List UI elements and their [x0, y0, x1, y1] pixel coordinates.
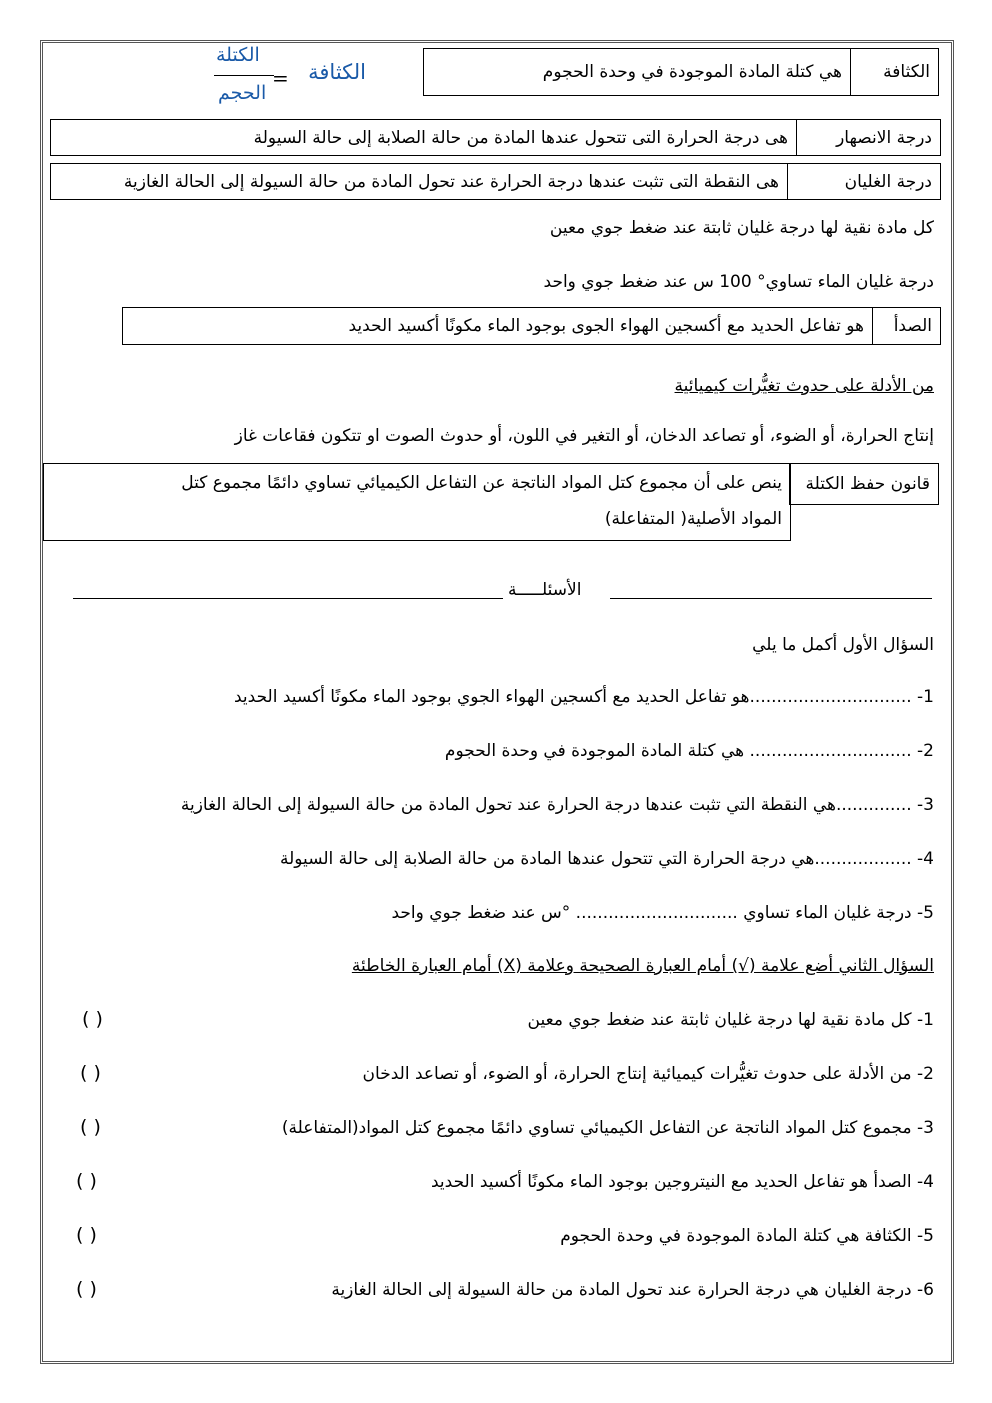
fraction-bar — [214, 75, 274, 76]
divider-left — [73, 598, 503, 599]
evidence-text: إنتاج الحرارة، أو الضوء، أو تصاعد الدخان، أو التغير في اللون، أو حدوث الصوت او تتكون فقاعات غاز — [234, 426, 934, 446]
evidence-heading: من الأدلة على حدوث تغيُّرات كيميائية — [674, 376, 934, 396]
q2-item-2: 2- من الأدلة على حدوث تغيُّرات كيميائية إنتاج الحرارة، أو الضوء، أو تصاعد الدخان — [362, 1064, 934, 1084]
q2-item-3: 3- مجموع كتل المواد الناتجة عن التفاعل الكيميائي تساوي دائمًا مجموع كتل المواد(المتفاعلة) — [281, 1118, 934, 1138]
fact-2: درجة غليان الماء تساوي° 100 س عند ضغط جوي واحد — [543, 272, 934, 292]
questions-title: الأسئلـــــة — [508, 580, 582, 600]
rust-term: الصدأ — [872, 308, 940, 344]
melting-definition-box — [50, 119, 941, 156]
q2-item-5: 5- الكثافة هي كتلة المادة الموجودة في وحدة الحجوم — [560, 1226, 934, 1246]
rust-text: هو تفاعل الحديد مع أكسجين الهواء الجوى بوجود الماء مكونًا أكسيد الحديد — [348, 316, 864, 336]
boiling-definition-box — [50, 163, 941, 200]
fact-1: كل مادة نقية لها درجة غليان ثابتة عند ضغط جوي معين — [549, 218, 934, 238]
q1-item-5[interactable]: 5- درجة غليان الماء تساوي .............................. °س عند ضغط جوي واحد — [391, 903, 934, 923]
q2-title: السؤال الثاني أضع علامة (√) أمام العبارة الصحيحة وعلامة (X) أمام العبارة الخاطئة — [351, 956, 934, 976]
q2-item-1: 1- كل مادة نقية لها درجة غليان ثابتة عند ضغط جوي معين — [527, 1010, 934, 1030]
formula-equals: = — [272, 66, 289, 90]
boiling-text: هى النقطة التى تثبت عندها درجة الحرارة عند تحول المادة من حالة السيولة إلى الحالة الغازية — [123, 171, 779, 192]
density-term: الكثافة — [850, 49, 938, 95]
mass-law-text-1: ينص على أن مجموع كتل المواد الناتجة عن التفاعل الكيميائي تساوي دائمًا مجموع كتل — [181, 473, 782, 493]
melting-term: درجة الانصهار — [796, 120, 940, 155]
mass-law-term: قانون حفظ الكتلة — [805, 474, 930, 494]
density-formula — [212, 44, 372, 112]
mass-law-term-box — [789, 463, 939, 505]
formula-lhs: الكثافة — [308, 60, 366, 84]
answer-parens-1[interactable]: ( ) — [82, 1008, 103, 1030]
answer-parens-2[interactable]: ( ) — [80, 1062, 101, 1084]
formula-numerator: الكتلة — [216, 44, 260, 66]
density-definition-box — [423, 48, 939, 96]
q1-item-4[interactable]: 4- ..................هي درجة الحرارة التي تتحول عندها المادة من حالة الصلابة إلى حالة السيولة — [279, 849, 934, 869]
answer-parens-4[interactable]: ( ) — [76, 1170, 97, 1192]
density-text: هي كتلة المادة الموجودة في وحدة الحجوم — [542, 62, 842, 82]
q2-item-4: 4- الصدأ هو تفاعل الحديد مع النيتروجين بوجود الماء مكونًا أكسيد الحديد — [431, 1172, 934, 1192]
answer-parens-6[interactable]: ( ) — [76, 1278, 97, 1300]
boiling-term: درجة الغليان — [787, 164, 940, 199]
formula-denominator: الحجم — [218, 82, 267, 104]
melting-text: هى درجة الحرارة التى تتحول عندها المادة من حالة الصلابة إلى حالة السيولة — [253, 127, 788, 148]
divider-right — [610, 598, 932, 599]
q1-item-2[interactable]: 2- .............................. هي كتلة المادة الموجودة في وحدة الحجوم — [444, 741, 934, 761]
mass-law-text-2: المواد الأصلية( المتفاعلة) — [604, 509, 782, 529]
q2-item-6: 6- درجة الغليان هي درجة الحرارة عند تحول المادة من حالة السيولة إلى الحالة الغازية — [331, 1280, 934, 1300]
q1-item-1[interactable]: 1- ..............................هو تفاعل الحديد مع أكسجين الهواء الجوي بوجود الماء مكونًا أكسيد الحديد — [234, 687, 934, 707]
rust-definition-box — [122, 307, 941, 345]
answer-parens-3[interactable]: ( ) — [80, 1116, 101, 1138]
q1-title: السؤال الأول أكمل ما يلي — [752, 635, 934, 655]
answer-parens-5[interactable]: ( ) — [76, 1224, 97, 1246]
q1-item-3[interactable]: 3- ..............هي النقطة التي تثبت عندها درجة الحرارة عند تحول المادة من حالة السيولة إلى الحالة الغازية — [180, 795, 934, 815]
mass-law-text-box — [43, 463, 791, 541]
